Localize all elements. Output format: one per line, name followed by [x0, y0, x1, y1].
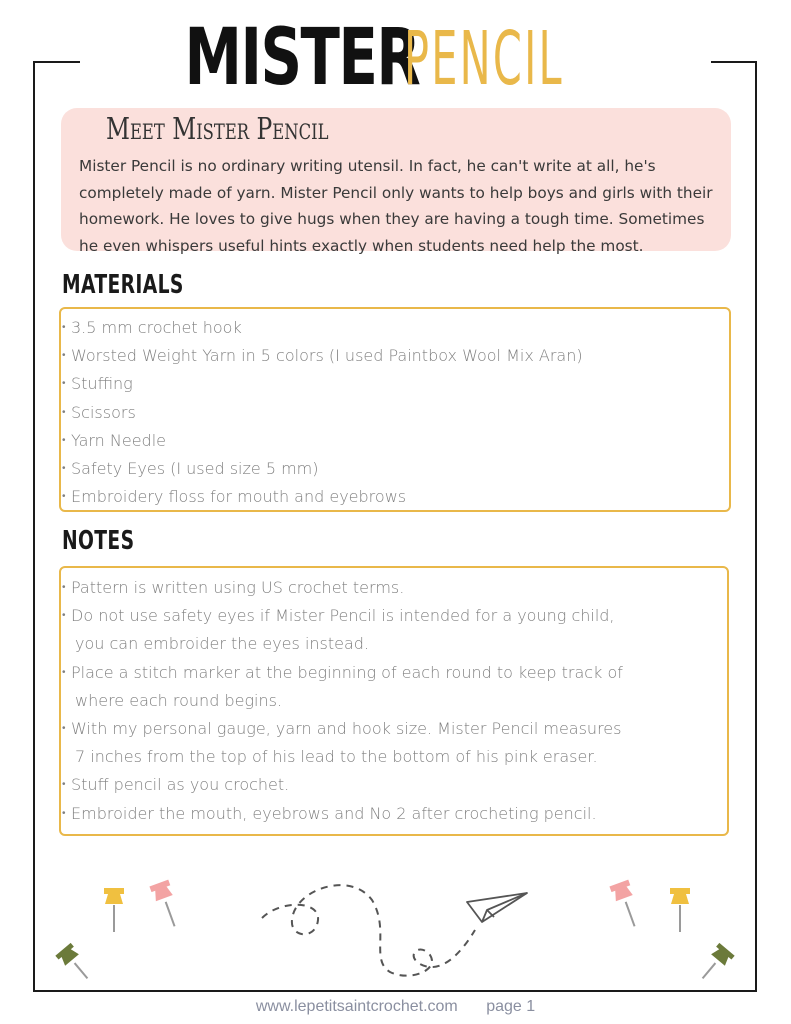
intro-line: Mister Pencil is no ordinary writing utensil. In fact, he can't write at all, he's — [79, 157, 656, 175]
list-item: • Embroider the mouth, eyebrows and No 2 after crocheting pencil. — [61, 800, 727, 828]
pushpin-icon — [55, 943, 95, 985]
pushpin-icon — [149, 880, 184, 930]
list-item-continuation: you can embroider the eyes instead. — [75, 634, 370, 654]
intro-line: homework. He loves to give hugs when they are having a tough time. Sometimes — [79, 210, 705, 228]
pushpin-icon — [104, 888, 124, 932]
decoration-illustration — [0, 860, 791, 990]
materials-box — [59, 307, 731, 512]
list-item: • Embroidery floss for mouth and eyebrows — [61, 483, 729, 511]
list-item: • Stuff pencil as you crochet. — [61, 771, 727, 799]
title-pencil: PENCIL — [404, 16, 564, 102]
list-item: • Worsted Weight Yarn in 5 colors (I used Paintbox Wool Mix Aran) — [61, 342, 729, 370]
intro-heading: Meet Mister Pencil — [106, 112, 329, 147]
intro-text — [79, 153, 729, 259]
footer-page-number: page 1 — [486, 998, 536, 1015]
footer — [0, 998, 791, 1016]
notes-list — [61, 574, 727, 828]
paper-plane-icon — [467, 893, 527, 922]
intro-line: he even whispers useful hints exactly when students need help the most. — [79, 236, 644, 255]
notes-heading: NOTES — [62, 526, 135, 556]
footer-website-link[interactable]: www.lepetitsaintcrochet.com — [255, 998, 458, 1015]
notes-box — [59, 566, 729, 836]
list-item: • Place a stitch marker at the beginning of each round to keep track of — [61, 659, 727, 687]
dashed-flight-path-icon — [262, 885, 475, 976]
list-item: • Safety Eyes (I used size 5 mm) — [61, 455, 729, 483]
list-item: • Pattern is written using US crochet terms. — [61, 574, 727, 602]
list-item: • Stuffing — [61, 370, 729, 398]
materials-list — [61, 314, 729, 511]
list-item: • Scissors — [61, 399, 729, 427]
intro-line: completely made of yarn. Mister Pencil only wants to help boys and girls with their — [79, 183, 713, 202]
materials-heading: MATERIALS — [62, 270, 184, 300]
pushpin-icon — [609, 880, 644, 930]
list-item: • With my personal gauge, yarn and hook size. Mister Pencil measures — [61, 715, 727, 743]
list-item: • Do not use safety eyes if Mister Pencil is intended for a young child, — [61, 602, 727, 630]
list-item: • 3.5 mm crochet hook — [61, 314, 729, 342]
list-item: • Yarn Needle — [61, 427, 729, 455]
title-mister: MISTER — [184, 13, 419, 103]
pushpin-icon — [695, 943, 735, 985]
list-item-continuation: where each round begins. — [75, 690, 283, 710]
pushpin-icon — [670, 888, 690, 932]
list-item-continuation: 7 inches from the top of his lead to the bottom of his pink eraser. — [75, 747, 598, 767]
